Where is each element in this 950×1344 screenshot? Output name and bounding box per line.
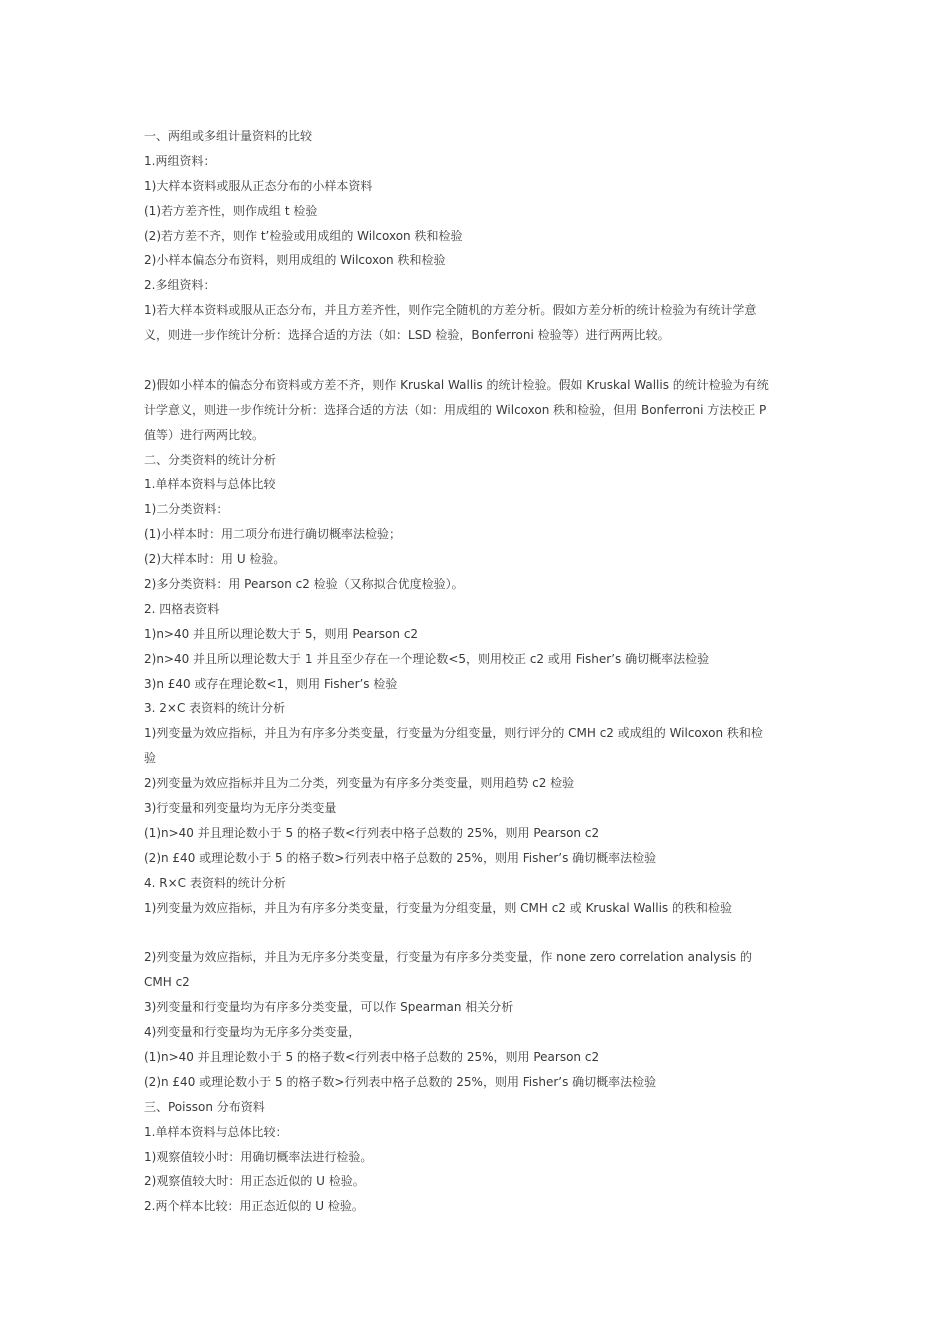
text-line: 2)多分类资料：用 Pearson c2 检验（又称拟合优度检验）。 (144, 577, 464, 592)
text-line: (1)n>40 并且理论数小于 5 的格子数<行列表中格子总数的 25%，则用 Pearson c2 (144, 1049, 600, 1064)
subsection-heading: 1.两组资料： (144, 153, 216, 168)
text-line: 2)列变量为效应指标并且为二分类，列变量为有序多分类变量，则用趋势 c2 检验 (144, 776, 575, 791)
text-line: 义，则进一步作统计分析：选择合适的方法（如：LSD 检验，Bonferroni 检验等）进行两两比较。 (144, 328, 670, 343)
text-line: 1)若大样本资料或服从正态分布，并且方差齐性，则作完全随机的方差分析。假如方差分析的统计检验为有统计学意 (144, 303, 757, 318)
text-line: 1)列变量为效应指标，并且为有序多分类变量，行变量为分组变量，则行评分的 CMH c2 或成组的 Wilcoxon 秩和检 (144, 726, 763, 741)
section-heading: 三、Poisson 分布资料 (144, 1099, 265, 1114)
text-line: 2)列变量为效应指标，并且为无序多分类变量，行变量为有序多分类变量，作 none zero correlation analysis 的 (144, 950, 752, 965)
text-line: 2)小样本偏态分布资料，则用成组的 Wilcoxon 秩和检验 (144, 253, 446, 268)
text-line: 1)大样本资料或服从正态分布的小样本资料 (144, 178, 373, 193)
text-line: 1)观察值较小时：用确切概率法进行检验。 (144, 1149, 373, 1164)
subsection-heading: 2.两个样本比较：用正态近似的 U 检验。 (144, 1199, 364, 1214)
text-line: CMH c2 (144, 975, 190, 990)
text-line: 验 (144, 751, 157, 766)
text-line: (2)若方差不齐，则作 t’检验或用成组的 Wilcoxon 秩和检验 (144, 228, 463, 243)
subsection-heading: 4. R×C 表资料的统计分析 (144, 875, 286, 890)
subsection-heading: 2.多组资料： (144, 278, 216, 293)
text-line: 3)列变量和行变量均为有序多分类变量，可以作 Spearman 相关分析 (144, 1000, 514, 1015)
text-line: (2)n £40 或理论数小于 5 的格子数>行列表中格子总数的 25%，则用 Fisher’s 确切概率法检验 (144, 850, 657, 865)
section-heading: 二、分类资料的统计分析 (144, 452, 277, 467)
text-line: 1)n>40 并且所以理论数大于 5，则用 Pearson c2 (144, 626, 419, 641)
text-line: 4)列变量和行变量均为无序多分类变量， (144, 1025, 361, 1040)
blank-line (144, 348, 812, 373)
text-line: (2)n £40 或理论数小于 5 的格子数>行列表中格子总数的 25%，则用 Fisher’s 确切概率法检验 (144, 1074, 657, 1089)
text-line: (2)大样本时：用 U 检验。 (144, 552, 286, 567)
text-line: 3)n £40 或存在理论数<1，则用 Fisher’s 检验 (144, 676, 398, 691)
text-line: 3)行变量和列变量均为无序分类变量 (144, 801, 337, 816)
text-line: (1)若方差齐性，则作成组 t 检验 (144, 203, 318, 218)
blank-line (144, 921, 812, 946)
text-line: 1)列变量为效应指标，并且为有序多分类变量，行变量为分组变量，则 CMH c2 或 Kruskal Wallis 的秩和检验 (144, 900, 732, 915)
text-line: 2)观察值较大时：用正态近似的 U 检验。 (144, 1174, 365, 1189)
text-line: 值等）进行两两比较。 (144, 427, 265, 442)
text-line: 1)二分类资料： (144, 502, 229, 517)
text-line: 2)假如小样本的偏态分布资料或方差不齐，则作 Kruskal Wallis 的统计检验。假如 Kruskal Wallis 的统计检验为有统 (144, 377, 769, 392)
text-line: (1)n>40 并且理论数小于 5 的格子数<行列表中格子总数的 25%，则用 Pearson c2 (144, 825, 600, 840)
text-line: 计学意义，则进一步作统计分析：选择合适的方法（如：用成组的 Wilcoxon 秩和检验，但用 Bonferroni 方法校正 P (144, 402, 767, 417)
subsection-heading: 1.单样本资料与总体比较： (144, 1124, 288, 1139)
section-heading: 一、两组或多组计量资料的比较 (144, 129, 313, 143)
document-body (144, 124, 812, 1219)
text-line: (1)小样本时：用二项分布进行确切概率法检验； (144, 527, 401, 542)
subsection-heading: 2. 四格表资料 (144, 601, 220, 616)
subsection-heading: 1.单样本资料与总体比较 (144, 477, 276, 492)
subsection-heading: 3. 2×C 表资料的统计分析 (144, 701, 286, 716)
text-line: 2)n>40 并且所以理论数大于 1 并且至少存在一个理论数<5，则用校正 c2 或用 Fisher’s 确切概率法检验 (144, 651, 710, 666)
